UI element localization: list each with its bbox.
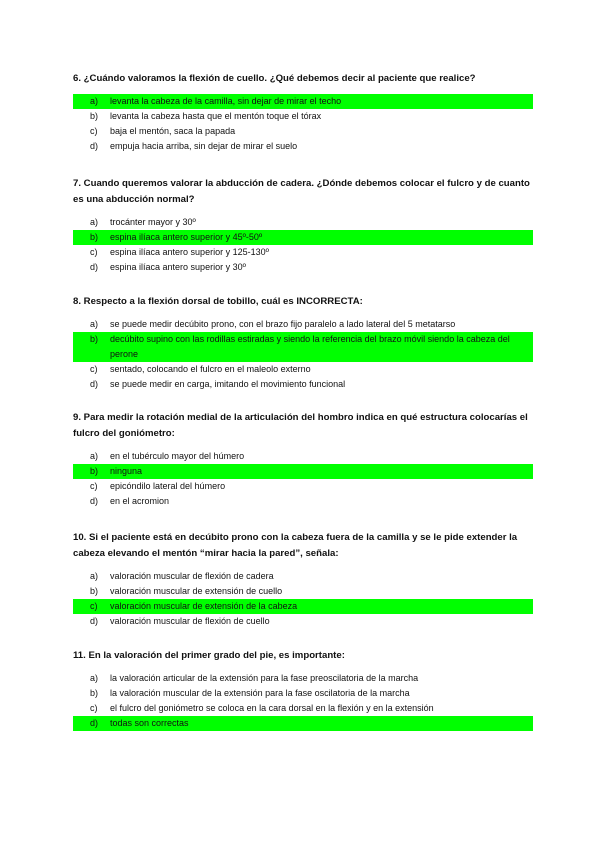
option-text: el fulcro del goniómetro se coloca en la cara dorsal en la flexión y en la extensión [110,703,434,713]
option-b [73,464,533,479]
question-10 [73,530,533,629]
option-letter: a) [90,451,99,461]
option-text: sentado, colocando el fulcro en el maleolo externo [110,364,311,374]
option-letter: c) [90,481,98,491]
options-list [73,671,533,731]
option-text: espina ilíaca antero superior y 125-130º [110,247,269,257]
option-letter: d) [90,262,99,272]
option-letter: c) [90,364,98,374]
option-b [73,686,533,701]
option-letter: b) [90,688,99,698]
options-list [73,94,533,154]
option-d [73,260,533,275]
option-text: epicóndilo lateral del húmero [110,481,226,491]
question-6 [73,71,533,154]
option-text: se puede medir decúbito prono, con el brazo fijo paralelo a lado lateral del 5 metatarso [110,319,456,329]
correct-answer-text: levanta la cabeza de la camilla, sin dejar de mirar el techo [110,96,342,106]
option-d [73,494,533,509]
option-d [73,377,533,392]
correct-answer-text: decúbito supino con las rodillas estiradas y siendo la referencia del brazo móvil siendo la cabeza del perone [110,334,510,359]
option-letter: d) [90,616,99,626]
option-text: valoración muscular de extensión de cuello [110,586,283,596]
option-letter: c) [90,703,98,713]
question-title: 8. Respecto a la flexión dorsal de tobillo, cuál es INCORRECTA: [73,296,363,307]
question-7 [73,176,533,275]
option-letter: a) [90,217,99,227]
option-letter: a) [90,571,99,581]
option-text: trocánter mayor y 30º [110,217,196,227]
option-letter: a) [90,96,99,106]
option-letter: a) [90,673,99,683]
option-c [73,599,533,614]
option-text: baja el mentón, saca la papada [110,126,236,136]
option-d [73,614,533,629]
option-a [73,671,533,686]
option-a [73,215,533,230]
question-title: 9. Para medir la rotación medial de la articulación del hombro indica en qué estructura colocarías el fulcro del goniómetro: [73,412,528,439]
option-letter: b) [90,466,99,476]
option-d [73,139,533,154]
option-text: valoración muscular de flexión de cuello [110,616,270,626]
option-letter: c) [90,126,98,136]
options-list [73,449,533,509]
option-text: la valoración articular de la extensión para la fase preoscilatoria de la marcha [110,673,419,683]
option-c [73,362,533,377]
question-title: 7. Cuando queremos valorar la abducción de cadera. ¿Dónde debemos colocar el fulcro y de cuanto es una abducción normal? [73,178,530,205]
question-9 [73,410,533,509]
option-letter: c) [90,247,98,257]
option-letter: b) [90,586,99,596]
option-text: valoración muscular de flexión de cadera [110,571,274,581]
option-letter: d) [90,718,99,728]
question-title: 11. En la valoración del primer grado del pie, es importante: [73,650,345,661]
correct-answer-text: ninguna [110,466,143,476]
option-text: empuja hacia arriba, sin dejar de mirar el suelo [110,141,298,151]
options-list [73,215,533,275]
option-c [73,124,533,139]
option-letter: b) [90,232,99,242]
option-text: en el tubérculo mayor del húmero [110,451,245,461]
option-b [73,332,533,362]
options-list [73,317,533,392]
option-letter: a) [90,319,99,329]
option-text: en el acromion [110,496,170,506]
option-letter: b) [90,111,99,121]
option-a [73,94,533,109]
question-title: 10. Si el paciente está en decúbito prono con la cabeza fuera de la camilla y se le pide extender la cabeza elevando el mentón “mirar hacia la pared”, señala: [73,532,518,559]
option-letter: b) [90,334,99,344]
option-letter: d) [90,496,99,506]
option-b [73,584,533,599]
option-a [73,317,533,332]
correct-answer-text: espina ilíaca antero superior y 45º-50º [110,232,263,242]
option-text: la valoración muscular de la extensión para la fase oscilatoria de la marcha [110,688,410,698]
options-list [73,569,533,629]
correct-answer-text: todas son correctas [110,718,189,728]
option-text: se puede medir en carga, imitando el movimiento funcional [110,379,346,389]
option-c [73,479,533,494]
option-c [73,245,533,260]
correct-answer-text: valoración muscular de extensión de la cabeza [110,601,298,611]
option-c [73,701,533,716]
option-b [73,230,533,245]
option-text: espina ilíaca antero superior y 30º [110,262,246,272]
option-letter: d) [90,141,99,151]
question-8 [73,294,533,392]
option-letter: c) [90,601,98,611]
question-title: 6. ¿Cuándo valoramos la flexión de cuello. ¿Qué debemos decir al paciente que realice? [73,73,476,84]
option-text: levanta la cabeza hasta que el mentón toque el tórax [110,111,322,121]
option-a [73,449,533,464]
option-letter: d) [90,379,99,389]
question-11 [73,648,533,731]
option-a [73,569,533,584]
option-d [73,716,533,731]
option-b [73,109,533,124]
